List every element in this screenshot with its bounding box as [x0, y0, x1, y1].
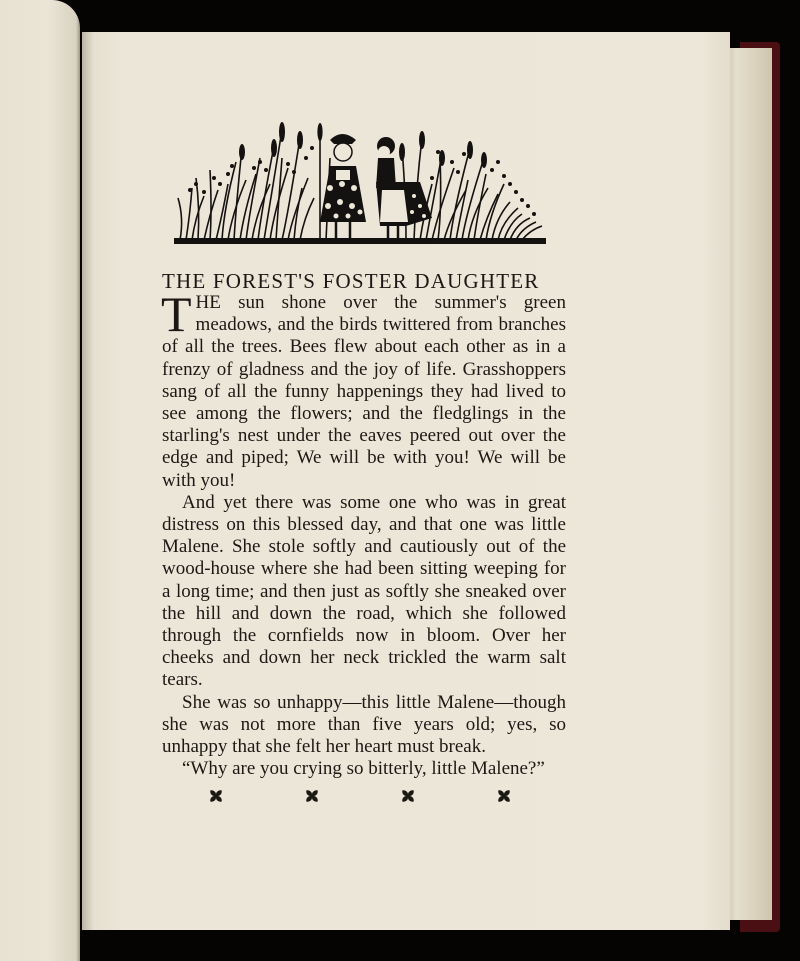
paragraph-2: And yet there was some one who was in great distress on this blessed day, and that one was little Malene. She stole softly and cautiously out of the wood-house where she had been sitting weeping for a long time; and then just as softly she sneaked over the hill and down the road, which she followed through the cornfields now in bloom. Over her cheeks and down her neck trickled the warm salt tears. [162, 491, 566, 691]
body-text [161, 286, 566, 780]
drop-cap: T [161, 286, 192, 342]
fleuron-ornament-icon [401, 789, 415, 803]
left-page [0, 0, 80, 961]
fleuron-ornament-icon [305, 789, 319, 803]
paragraph-3: She was so unhappy—this little Malene—though she was not more than five years old; yes, so unhappy that she felt her heart must break. [162, 691, 566, 758]
fleuron-ornament-icon [497, 789, 511, 803]
paragraph-1 [161, 286, 566, 492]
fleuron-ornament-row [206, 786, 526, 806]
paragraph-1-text: HE sun shone over the summer's green meadows, and the birds twittered from branches of all the trees. Bees flew about each other as in a frenzy of gladness and the joy of life. Grasshoppers sang of all the funny happenings they had lived to see among the flowers; and the fledglings in the starling's nest under the eaves peered out over the edge and piped; We will be with you! We will be with you! [162, 292, 566, 491]
chapter-title: THE FOREST'S FOSTER DAUGHTER [162, 269, 540, 293]
paragraph-4: “Why are you crying so bitterly, little Malene?” [182, 758, 545, 780]
fleuron-ornament-icon [209, 789, 223, 803]
woodcut-illustration-icon [170, 118, 550, 250]
